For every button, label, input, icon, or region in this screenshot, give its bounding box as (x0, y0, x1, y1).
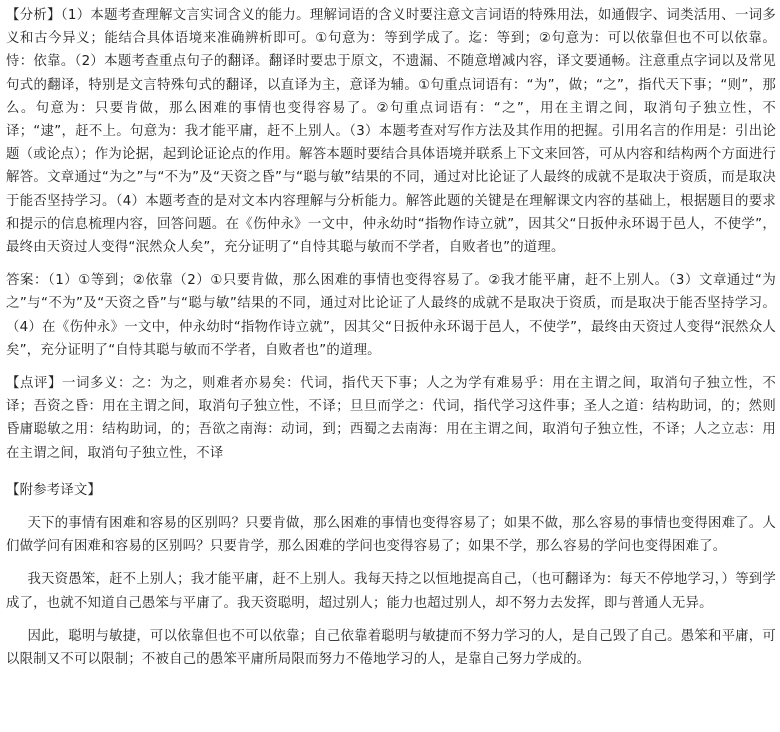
answer-text: 答案：（1）①等到；②依靠（2）①只要肯做，那么困难的事情也变得容易了。②我才能平庸，赶不上别人。（3）文章通过“为之”与“不为”及“天资之昏”与“聪与敏”结果的不同，通过对比论证了人最终的成就不是取决于资质，而是取决于能否坚持学习。（4）在《伤仲永》一文中，仲永幼时“指物作诗立就”，因其父“日扳仲永环谒于邑人，不使学”，最终由天资过人变得“泯然众人矣”，充分证明了“自恃其聪与敏而不学者，自败者也”的道理。 (6, 273, 776, 358)
translation-paragraph-2: 我天资愚笨，赶不上别人；我才能平庸，赶不上别人。我每天持之以恒地提高自己，（也可翻译为：每天不停地学习，）等到学成了，也就不知道自己愚笨与平庸了。我天资聪明，超过别人；能力也超过别人，却不努力去发挥，即与普通人无异。 (6, 572, 776, 611)
answer-section (6, 269, 776, 362)
comment-label: 【点评】 (6, 376, 63, 392)
analysis-section (6, 4, 776, 259)
translation-paragraph-1: 天下的事情有困难和容易的区别吗？只要肯做，那么困难的事情也变得容易了；如果不做，那么容易的事情也变得困难了。人们做学问有困难和容易的区别吗？只要肯学，那么困难的学问也变得容易了；如果不学，那么容易的学问也变得困难了。 (6, 516, 776, 555)
analysis-label: 【分析】 (6, 8, 61, 23)
translation-label: 【附参考译文】 (6, 482, 102, 498)
translation-paragraph-3: 因此，聪明与敏捷，可以依靠但也不可以依靠；自己依靠着聪明与敏捷而不努力学习的人，是自己毁了自己。愚笨和平庸，可以限制又不可以限制；不被自己的愚笨平庸所局限而努力不倦地学习的人，是靠自己努力学成的。 (6, 628, 776, 668)
answer-document (6, 4, 776, 671)
comment-section (6, 372, 776, 465)
comment-text: 一词多义：之：为之，则难者亦易矣：代词，指代天下事；人之为学有难易乎：用在主谓之间，取消句子独立性，不译；吾资之昏：用在主谓之间，取消句子独立性，不译；旦旦而学之：代词，指代学习这件事；圣人之道：结构助词，的；然则昏庸聪敏之用：结构助词，的；吾欲之南海：动词，到；西蜀之去南海：用在主谓之间，取消句子独立性，不译；人之立志：用在主谓之间，取消句子独立性，不译 (6, 376, 776, 461)
analysis-text: （1）本题考查理解文言实词含义的能力。理解词语的含义时要注意文言词语的特殊用法，如通假字、词类活用、一词多义和古今异义；能结合具体语境来准确辨析即可。①句意为：等到学成了。迄：等到；②句意为：可以依靠但也不可以依靠。恃：依靠。（2）本题考查重点句子的翻译。翻译时要忠于原文，不遗漏、不随意增减内容，译文要通畅。注意重点字词以及常见句式的翻译，特别是文言特殊句式的翻译，以直译为主，意译为辅。①句重点词语有：“为”，做；“之”，指代天下事；“则”，那么。句意为：只要肯做，那么困难的事情也变得容易了。②句重点词语有：“之”，用在主谓之间，取消句子独立性，不译；“逮”，赶不上。句意为：我才能平庸，赶不上别人。（3）本题考查对写作方法及其作用的把握。引用名言的作用是：引出论题（或论点）；作为论据，起到论证论点的作用。解答本题时要结合具体语境并联系上下文来回答，可从内容和结构两个方面进行解答。文章通过“为之”与“不为”及“天资之昏”与“聪与敏”结果的不同，通过对比论证了人最终的成就不是取决于资质，而是取决于能否坚持学习。（4）本题考查的是对文本内容理解与分析能力。解答此题的关键是在理解课文内容的基础上，根据题目的要求和提示的信息梳理内容，回答问题。在《伤仲永》一文中，仲永幼时“指物作诗立就”，因其父“日扳仲永环谒于邑人，不使学”，最终由天资过人变得“泯然众人矣”，充分证明了“自恃其聪与敏而不学者，自败者也”的道理。 (6, 8, 776, 256)
